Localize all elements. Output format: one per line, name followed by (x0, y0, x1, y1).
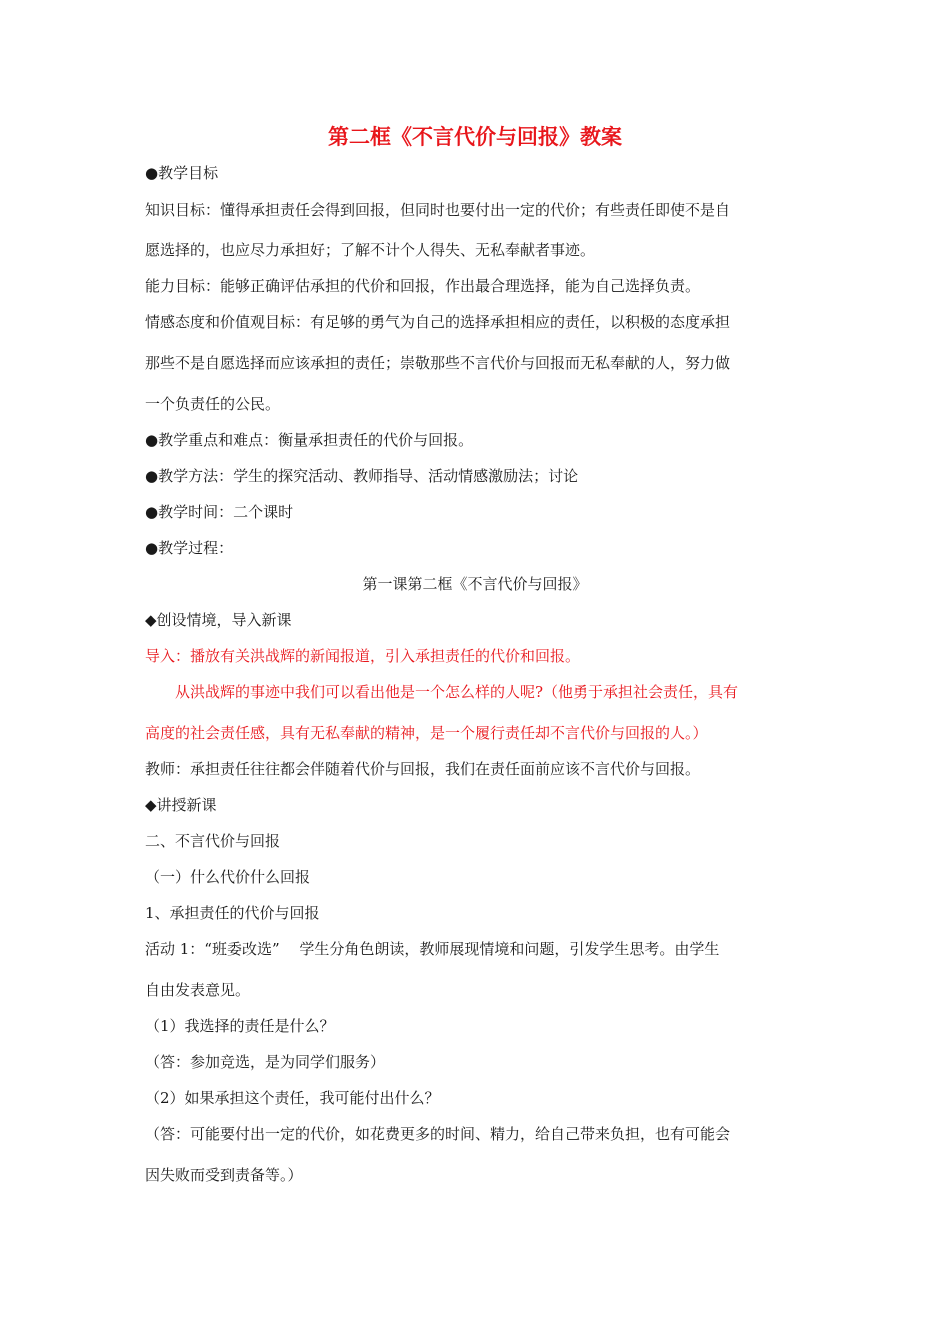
document-title: 第二框《不言代价与回报》教案 (328, 124, 622, 149)
intro-question-line-1: 从洪战辉的事迹中我们可以看出他是一个怎么样的人呢?（他勇于承担社会责任，具有 (175, 683, 739, 701)
answer-2-line-2: 因失败而受到责备等。） (145, 1166, 303, 1184)
teaching-time: ●教学时间：二个课时 (145, 503, 294, 521)
question-2: （2）如果承担这个责任，我可能付出什么？ (145, 1089, 440, 1107)
intro-text: 导入：播放有关洪战辉的新闻报道，引入承担责任的代价和回报。 (145, 647, 581, 665)
subheading-1: （一）什么代价什么回报 (145, 868, 311, 886)
intro-question-line-2: 高度的社会责任感，具有无私奉献的精神，是一个履行责任却不言代价与回报的人。） (145, 724, 708, 742)
question-1: （1）我选择的责任是什么？ (145, 1017, 335, 1035)
activity-1-line-2: 自由发表意见。 (145, 981, 251, 999)
teacher-remark: 教师：承担责任往往都会伴随着代价与回报，我们在责任面前应该不言代价与回报。 (145, 760, 701, 778)
key-points: ●教学重点和难点：衡量承担责任的代价与回报。 (145, 431, 474, 449)
ability-goal: 能力目标：能够正确评估承担的代价和回报，作出最合理选择，能为自己选择负责。 (145, 277, 701, 295)
knowledge-goal-line-1: 知识目标：懂得承担责任会得到回报，但同时也要付出一定的代价；有些责任即使不是自 (145, 201, 731, 219)
answer-1: （答：参加竞选，是为同学们服务） (145, 1053, 386, 1071)
lesson-subtitle: 第一课第二框《不言代价与回报》 (362, 575, 588, 593)
heading-part-two: 二、不言代价与回报 (145, 832, 281, 850)
teaching-process: ●教学过程： (145, 539, 234, 557)
answer-2-line-1: （答：可能要付出一定的代价，如花费更多的时间、精力，给自己带来负担，也有可能会 (145, 1125, 731, 1143)
activity-1-line-1: 活动 1：“班委改选” 学生分角色朗读，教师展现情境和问题，引发学生思考。由学生 (145, 940, 720, 958)
knowledge-goal-line-2: 愿选择的，也应尽力承担好；了解不计个人得失、无私奉献者事迹。 (145, 241, 596, 259)
teaching-methods: ●教学方法：学生的探究活动、教师指导、活动情感激励法；讨论 (145, 467, 579, 485)
values-goal-line-3: 一个负责任的公民。 (145, 395, 281, 413)
section-new-lesson: ◆讲授新课 (145, 796, 217, 814)
subheading-1-1: 1、承担责任的代价与回报 (145, 904, 320, 922)
values-goal-line-1: 情感态度和价值观目标：有足够的勇气为自己的选择承担相应的责任，以积极的态度承担 (145, 313, 731, 331)
section-intro: ◆创设情境，导入新课 (145, 611, 292, 629)
section-objectives: ●教学目标 (145, 164, 219, 182)
values-goal-line-2: 那些不是自愿选择而应该承担的责任；崇敬那些不言代价与回报而无私奉献的人，努力做 (145, 354, 731, 372)
